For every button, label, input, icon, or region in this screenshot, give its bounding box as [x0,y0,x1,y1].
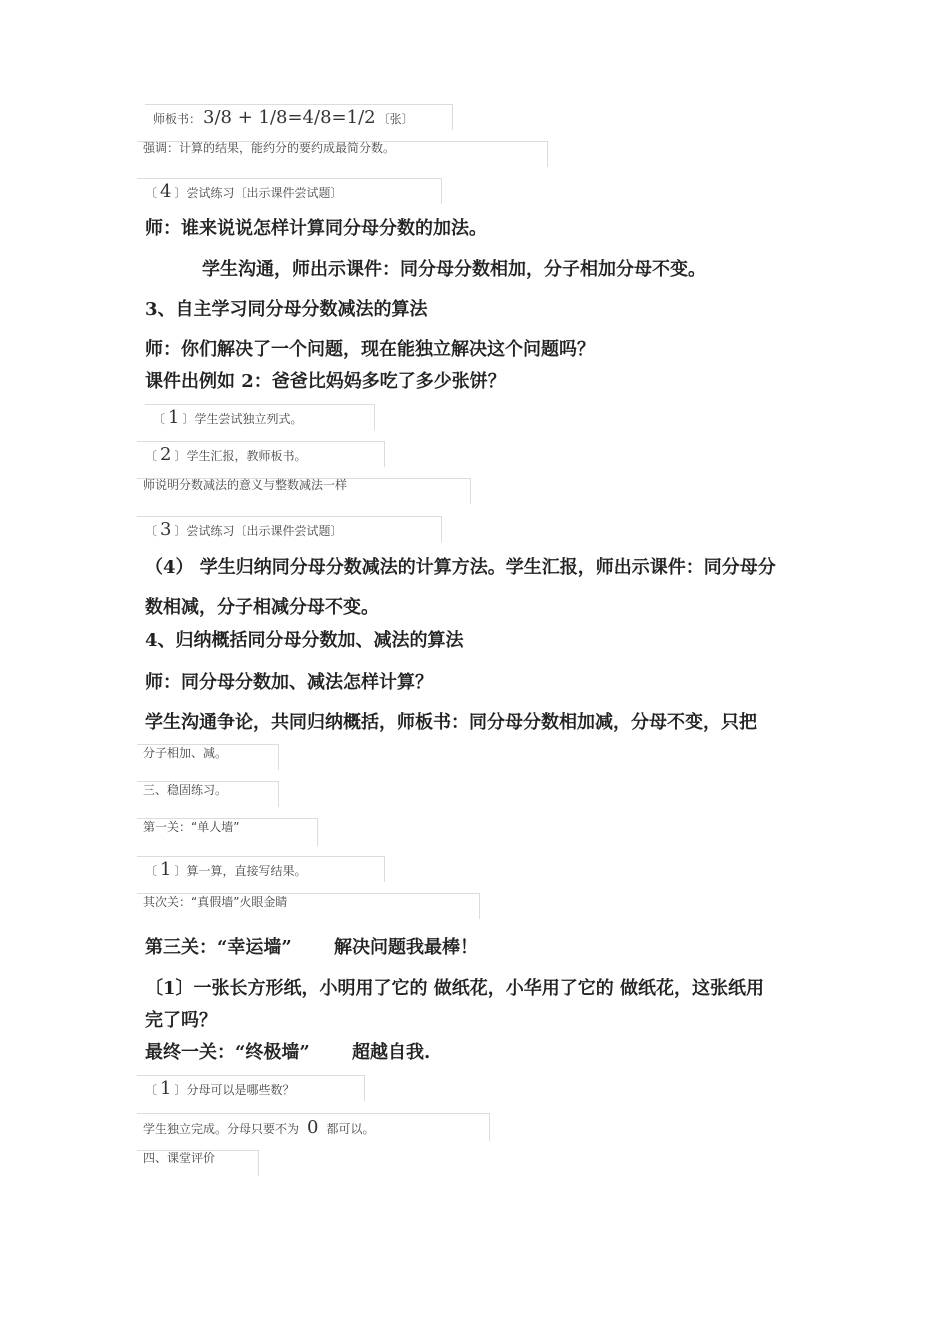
student-discussion-text: 学生沟通争论，共同归纳概括，师板书：同分母分数相加减，分母不变，只把 [145,712,757,733]
problem-1-continued [145,1008,217,1034]
problem-1-line [145,976,764,1002]
step-4-summary-text: （4） 学生归纳同分母分数减法的计算方法。学生汇报，师出示课件：同分母分 [145,557,776,578]
student-communication-addition [202,257,706,283]
step-4-summary-continued [145,595,379,621]
section-heading-consolidation-text: 三、稳固练习。 [143,783,228,797]
final-level-task-1 [137,1075,365,1101]
problem-1-continued-text: 完了吗？ [145,1010,217,1031]
student-discussion-line [145,710,757,736]
board-formula-prefix: 师板书： [153,112,202,126]
section-heading-evaluation [137,1150,259,1176]
teacher-question-add-subtract [145,670,433,696]
section-heading-4-text: 4、归纳概括同分母分数加、减法的算法 [145,630,464,651]
section-heading-evaluation-text: 四、课堂评价 [143,1151,216,1165]
teacher-question-add-subtract-text: 师：同分母分数加、减法怎样计算？ [145,672,433,693]
step-2-line [137,441,385,467]
final-level-text: 最终一关：“终极墙” 超越自我. [145,1042,431,1063]
teacher-question-addition [145,216,487,242]
teacher-question-independent-text: 师：你们解决了一个问题，现在能独立解决这个问题吗？ [145,339,595,360]
level-3-line [145,935,478,961]
paren-open: 〔 [145,449,158,463]
student-communication-addition-text: 学生沟通，师出示课件：同分母分数相加，分子相加分母不变。 [202,259,706,280]
numerator-add-subtract-text: 分子相加、减。 [143,746,228,760]
item-text: 〕分母可以是哪些数？ [174,1083,295,1097]
subtraction-meaning-text: 师说明分数减法的意义与整数减法一样 [143,478,348,492]
denominator-zero: 0 [307,1117,319,1138]
item-text: 〕学生汇报，教师板书。 [174,449,307,463]
denominator-answer-line [137,1113,490,1141]
paren-open: 〔 [145,186,158,200]
step-1-line [145,404,375,430]
item-number: 3 [160,519,172,540]
numerator-add-subtract-line [137,744,279,770]
paren-open: 〔 [145,864,158,878]
board-formula-suffix: 〔张〕 [377,112,414,126]
item-number: 4 [160,181,172,202]
teacher-question-independent [145,337,595,363]
subtraction-meaning-line [137,478,471,504]
emphasis-line [137,141,548,167]
level-1-line [137,818,318,846]
teacher-question-addition-text: 师：谁来说说怎样计算同分母分数的加法。 [145,218,487,239]
item-number: 1 [168,407,180,428]
item-text: 〕学生尝试独立列式。 [182,412,303,426]
level-2-text: 其次关：“真假墙”火眼金睛 [143,895,288,909]
board-formula: 3/8 + 1/8=4/8=1/2 [203,107,376,128]
emphasis-text: 强调：计算的结果，能约分的要约成最简分数。 [143,141,396,155]
denominator-answer-prefix: 学生独立完成。分母只要不为 [143,1122,300,1136]
paren-open: 〔 [153,412,166,426]
item-text: 〕尝试练习〔出示课件尝试题〕 [174,186,343,200]
item-number: 1 [160,859,172,880]
final-level-line [145,1040,430,1066]
item-number: 1 [160,1078,172,1099]
level-1-task-1 [137,856,385,882]
try-practice-3 [137,516,442,542]
paren-open: 〔 [145,524,158,538]
problem-1-text: 〔1〕一张长方形纸，小明用了它的 做纸花，小华用了它的 做纸花，这张纸用 [145,978,765,999]
section-heading-3-text: 3、自主学习同分母分数减法的算法 [145,299,428,320]
section-heading-consolidation [137,781,279,807]
example-2-text: 课件出例如 2：爸爸比妈妈多吃了多少张饼？ [145,371,506,392]
level-1-text: 第一关：“单人墙” [143,820,240,834]
level-3-text: 第三关：“幸运墙” 解决问题我最棒！ [145,937,478,958]
item-text: 〕算一算，直接写结果。 [174,864,307,878]
item-number: 2 [160,444,172,465]
board-formula-line [145,104,453,130]
paren-open: 〔 [145,1083,158,1097]
step-4-summary-line [145,555,776,581]
section-heading-3 [145,297,428,323]
section-heading-4 [145,628,464,654]
level-2-line [137,893,480,919]
denominator-answer-suffix: 都可以。 [326,1122,375,1136]
item-text: 〕尝试练习〔出示课件尝试题〕 [174,524,343,538]
example-2-line [145,369,506,395]
try-practice-4 [137,178,442,204]
step-4-summary-continued-text: 数相减，分子相减分母不变。 [145,597,379,618]
